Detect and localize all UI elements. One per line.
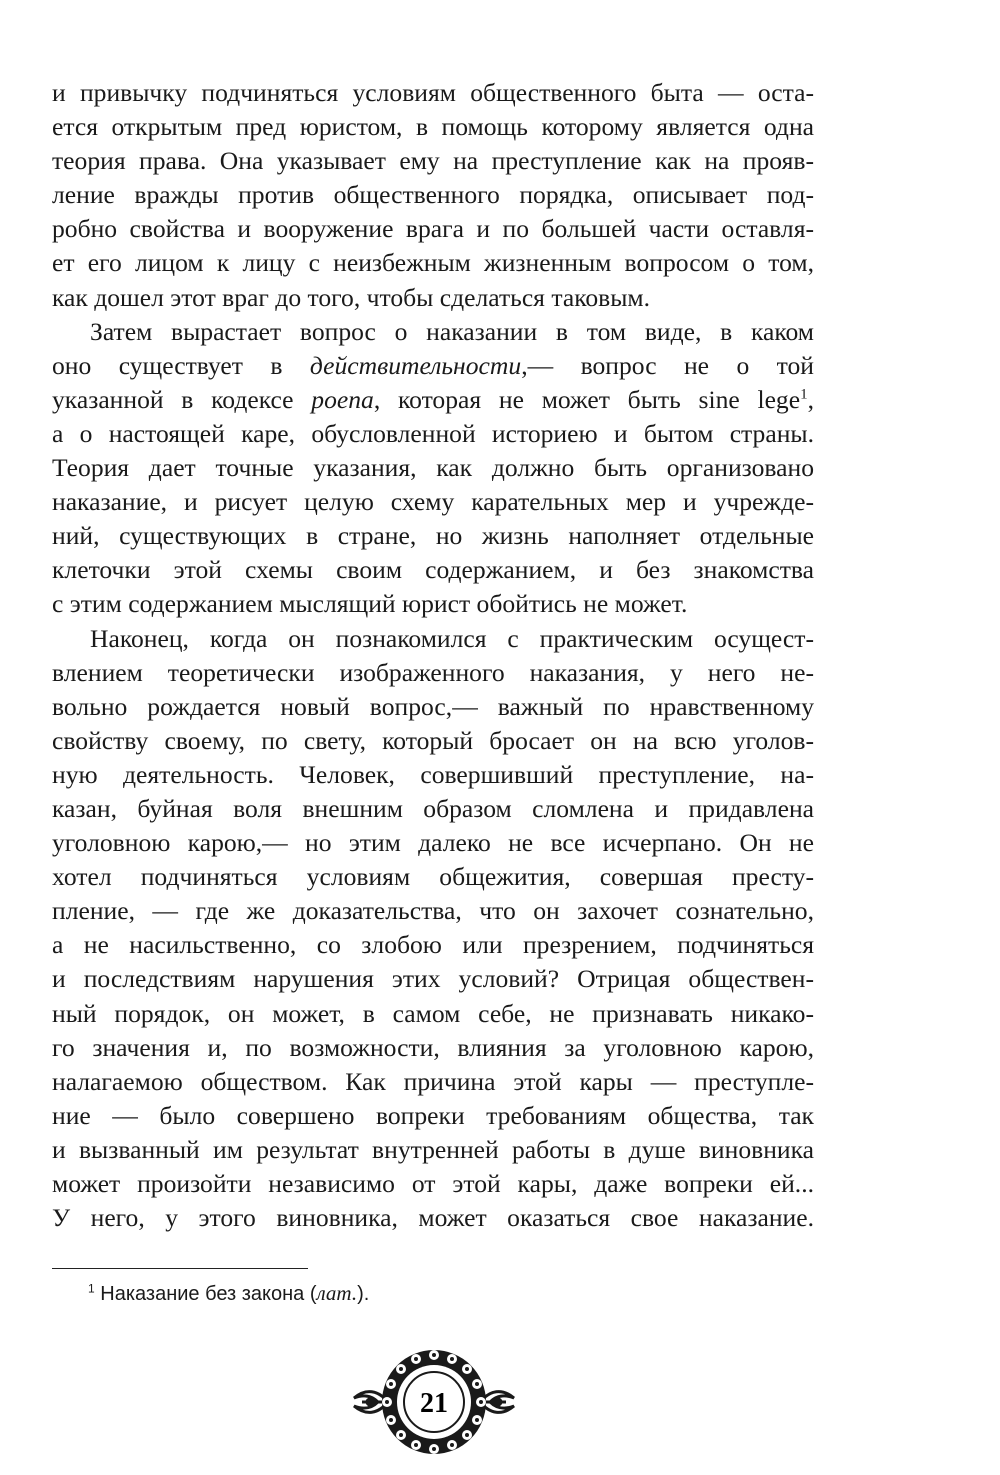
page-number: 21 [420,1388,448,1419]
paragraph-2 [52,315,814,622]
text-line: и вызванный им результат внутренней работы в душе виновника [52,1134,814,1164]
text-line: свойству своему, по свету, который бросает он на всю уголов- [52,725,814,755]
text-line: может произойти независимо от этой кары, даже вопреки ей... [52,1169,814,1198]
text-run: оно существует в [52,350,310,380]
text-line: с этим содержанием мыслящий юрист обойтись не может. [52,589,688,619]
text-line: наказание, и рисует целую схему карательных мер и учрежде- [52,487,814,517]
italic-word: poena [311,384,374,414]
text-line: влением теоретически изображенного наказания, у него не- [52,657,814,687]
text-line: ет его лицом к лицу с неизбежным жизненным вопросом о том, [52,248,814,278]
text-line: робно свойства и вооружение врага и по большей части оставля- [52,214,814,244]
text-run: ,— вопрос не о той [521,350,814,380]
text-line: Затем вырастает вопрос о наказании в том виде, в каком [90,316,814,346]
footnote-italic: лат. [316,1281,358,1305]
text-line: хотел подчиняться условиям общежития, совершая престу- [52,862,814,892]
italic-word: действительности [309,350,522,380]
text-line: а о настоящей каре, обусловленной историею и бытом страны. [52,418,814,448]
text-line [52,349,814,383]
text-line: ний, существующих в стране, но жизнь наполняет отдельные [52,521,814,551]
text-line: го значения и, по возможности, влияния за уголовною карою, [52,1032,814,1062]
text-run: , [807,384,814,414]
text-line: Теория дает точные указания, как должно быть организовано [52,453,814,483]
text-line: ный порядок, он может, в самом себе, не признавать никако- [52,998,814,1028]
text-line: казан, буйная воля внешним образом сломлена и придавлена [52,793,814,823]
text-line: и привычку подчиняться условиям общественного быта — оста- [52,78,814,107]
text-line: ную деятельность. Человек, совершивший преступление, на- [52,759,814,789]
text-line: вольно рождается новый вопрос,— важный по нравственному [52,691,814,721]
text-line: уголовною карою,— но этим далеко не все исчерпано. Он не [52,828,814,858]
text-line: ется открытым пред юристом, в помощь которому является одна [52,112,814,142]
footnote-text: Наказание без закона ( [100,1283,317,1305]
text-line: ние — было совершено вопреки требованиям общества, так [52,1100,814,1130]
footnote-text-end: ). [357,1283,370,1305]
text-line: как дошел этот враг до того, чтобы сделаться таковым. [52,282,651,312]
footnote [88,1280,369,1307]
footnote-marker: 1 [800,386,808,403]
page-number-ornament [348,1342,520,1462]
text-line [52,383,814,417]
text-line: а не насильственно, со злобою или презрением, подчиняться [52,930,814,960]
text-run: указанной в кодексе [52,384,312,414]
paragraph-3 [52,622,814,1236]
text-line: клеточки этой схемы своим содержанием, и без знакомства [52,555,814,585]
text-line: У него, у этого виновника, может оказаться свое наказание. [52,1203,814,1233]
footnote-divider [52,1268,308,1269]
text-line: Наконец, когда он познакомился с практическим осущест- [90,623,814,653]
text-line: налагаемою обществом. Как причина этой кары — преступле- [52,1066,814,1096]
text-line: пление, — где же доказательства, что он захочет сознательно, [52,896,814,926]
text-line: теория права. Она указывает ему на преступление как на прояв- [52,146,814,176]
body-text [52,76,814,1235]
paragraph-1 [52,76,814,315]
footnote-number: 1 [88,1281,95,1296]
text-line: ление вражды против общественного порядка, описывает под- [52,180,814,210]
text-run: , которая не может быть sine lege [373,384,801,414]
text-line: и последствиям нарушения этих условий? Отрицая обществен- [52,964,814,994]
